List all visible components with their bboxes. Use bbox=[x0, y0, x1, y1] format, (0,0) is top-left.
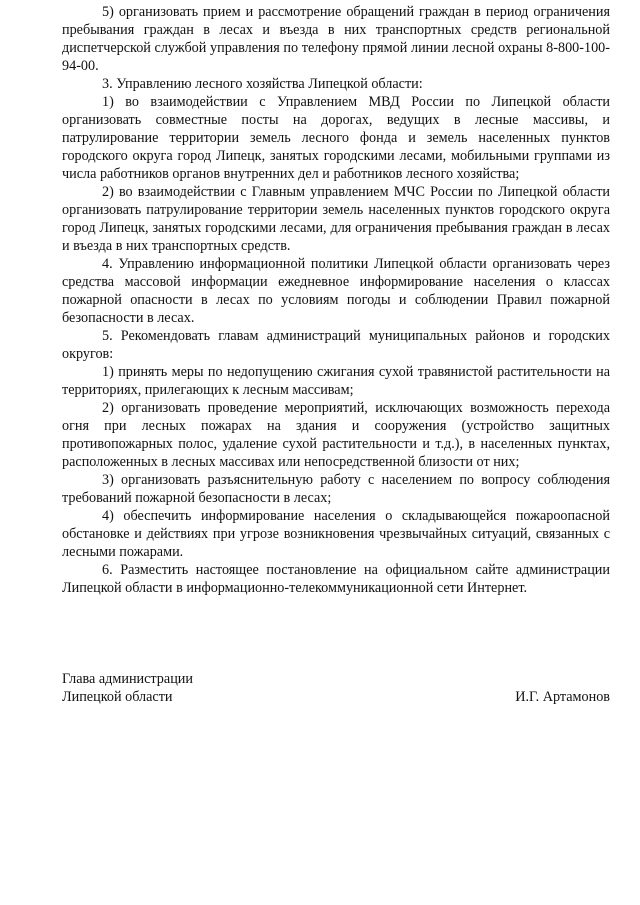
paragraph-item-1-burning: 1) принять меры по недопущению сжигания сухой травянистой растительности на территориях, прилегающих к лесным массивам; bbox=[62, 364, 610, 398]
signature-block bbox=[62, 670, 610, 706]
paragraph-section-6: 6. Разместить настоящее постановление на официальном сайте администрации Липецкой области в информационно-телекоммуникационной сети Интернет. bbox=[62, 562, 610, 596]
paragraph-section-5: 5. Рекомендовать главам администраций муниципальных районов и городских округов: bbox=[62, 328, 610, 362]
signature-title-line2: Липецкой области bbox=[62, 689, 173, 705]
signature-line bbox=[62, 688, 610, 706]
paragraph-item-3-explanatory: 3) организовать разъяснительную работу с населением по вопросу соблюдения требований пожарной безопасности в лесах; bbox=[62, 472, 610, 506]
paragraph-section-4: 4. Управлению информационной политики Липецкой области организовать через средства массовой информации ежедневное информирование населения о классах пожарной опасности в лесах по условиям погоды и соблюдении Правил пожарной безопасности в лесах. bbox=[62, 256, 610, 326]
paragraph-section-3: 3. Управлению лесного хозяйства Липецкой области: bbox=[102, 76, 423, 92]
paragraph-item-5-hotline: 5) организовать прием и рассмотрение обращений граждан в период ограничения пребывания граждан в лесах и въезда в них транспортных средств региональной диспетчерской службой управления по телефону прямой линии лесной охраны 8-800-100-94-00. bbox=[62, 4, 610, 74]
document-body bbox=[62, 3, 610, 597]
paragraph-item-2-fire-spread: 2) организовать проведение мероприятий, исключающих возможность перехода огня при лесных пожарах на здания и сооружения (устройство защитных противопожарных полос, удаление сухой растительности и т.д.), в населенных пунктах, расположенных в лесных массивах или непосредственной близости от них; bbox=[62, 400, 610, 470]
signature-title-line1: Глава администрации bbox=[62, 671, 193, 687]
paragraph-item-4-informing: 4) обеспечить информирование населения о складывающейся пожароопасной обстановке и действиях при угрозе возникновения чрезвычайных ситуаций, связанных с лесными пожарами. bbox=[62, 508, 610, 560]
paragraph-item-2-mchs: 2) во взаимодействии с Главным управлением МЧС России по Липецкой области организовать патрулирование территории земель населенных пунктов городского округа город Липецк, занятых городскими лесами, для ограничения пребывания граждан в лесах и въезда в них транспортных средств. bbox=[62, 184, 610, 254]
signatory-name: И.Г. Артамонов bbox=[515, 689, 610, 705]
paragraph-item-1-mvd: 1) во взаимодействии с Управлением МВД России по Липецкой области организовать совместные посты на дорогах, ведущих в лесные массивы, и патрулирование территории земель лесного фонда и земель населенных пунктов городского округа город Липецк, занятых городскими лесами, мобильными группами из числа работников органов внутренних дел и работников лесного хозяйства; bbox=[62, 94, 610, 182]
